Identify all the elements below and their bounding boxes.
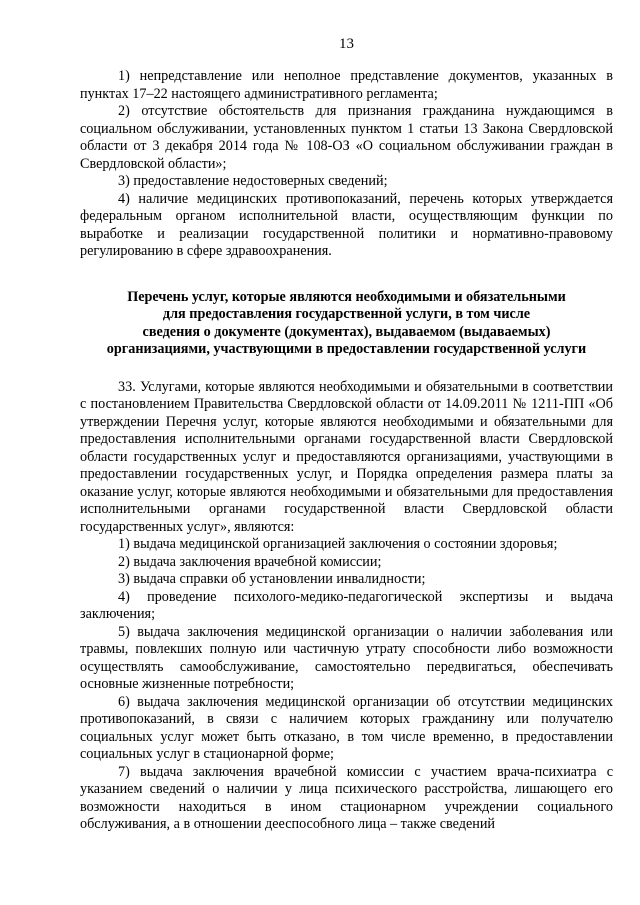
service-item-1: 1) выдача медицинской организацией заключения о состоянии здоровья; — [118, 536, 558, 552]
service-item-6: 6) выдача заключения медицинской организации об отсутствии медицинских противопоказаний, в связи с наличием которых гражданину или получателю социальных услуг может быть отказано, в том числе временно, в предоставлении социальных услуг в стационарной форме; — [80, 693, 613, 762]
refusal-ground-4: 4) наличие медицинских противопоказаний, перечень которых утверждается федеральным органом исполнительной власти, осуществляющим функции по выработке и реализации государственной политики и нормативно-правовому регулированию в сфере здравоохранения. — [80, 190, 613, 259]
service-item-2: 2) выдача заключения врачебной комиссии; — [118, 553, 382, 570]
page-number: 13 — [339, 36, 354, 52]
section-heading-line: для предоставления государственной услуги, в том числе — [162, 306, 531, 322]
services-intro-paragraph: 33. Услугами, которые являются необходимыми и обязательными в соответствии с постановлением Правительства Свердловской области от 14.09.2011 № 1211-ПП «Об утверждении Перечня услуг, которые являются необходимыми и обязательными для предоставления исполнительными органами государственной власти Свердловской области государственных услуг и предоставляются организациями, участвующими в предоставлении государственных услуг, и Порядка определения размера платы за оказание услуг, которые являются необходимыми и обязательными для предоставления исполнительными органами государственной власти Свердловской области государственных услуг», являются: — [80, 378, 613, 535]
refusal-ground-1: 1) непредставление или неполное представление документов, указанных в пунктах 17–22 настоящего административного регламента; — [80, 68, 613, 102]
service-item-7: 7) выдача заключения врачебной комиссии с участием врача-психиатра с указанием сведений о наличии у лица психического расстройства, лишающего его возможности находиться в ином стационарном учреждении социального обслуживания, а в отношении дееспособного лица – также сведений — [80, 763, 613, 832]
service-item-5: 5) выдача заключения медицинской организации о наличии заболевания или травмы, повлекших полную или частичную утрату способности либо возможности осуществлять самообслуживание, самостоятельно передвигаться, обеспечивать основные жизненные потребности; — [80, 623, 613, 692]
document-page — [80, 34, 613, 834]
refusal-ground-2: 2) отсутствие обстоятельств для признания гражданина нуждающимся в социальном обслуживании, установленных пунктом 1 статьи 13 Закона Свердловской области от 3 декабря 2014 года № 108-ОЗ «О социальном обслуживании граждан в Свердловской области»; — [80, 103, 613, 172]
section-heading — [80, 289, 613, 359]
section-heading-line: сведения о документе (документах), выдаваемом (выдаваемых) — [142, 323, 551, 340]
service-item-3: 3) выдача справки об установлении инвалидности; — [118, 571, 426, 587]
section-heading-line: Перечень услуг, которые являются необходимыми и обязательными — [127, 288, 566, 305]
refusal-ground-3: 3) предоставление недостоверных сведений; — [118, 173, 388, 189]
service-item-4: 4) проведение психолого-медико-педагогической экспертизы и выдача заключения; — [80, 588, 613, 622]
section-heading-line: организациями, участвующими в предоставлении государственной услуги — [106, 341, 587, 357]
